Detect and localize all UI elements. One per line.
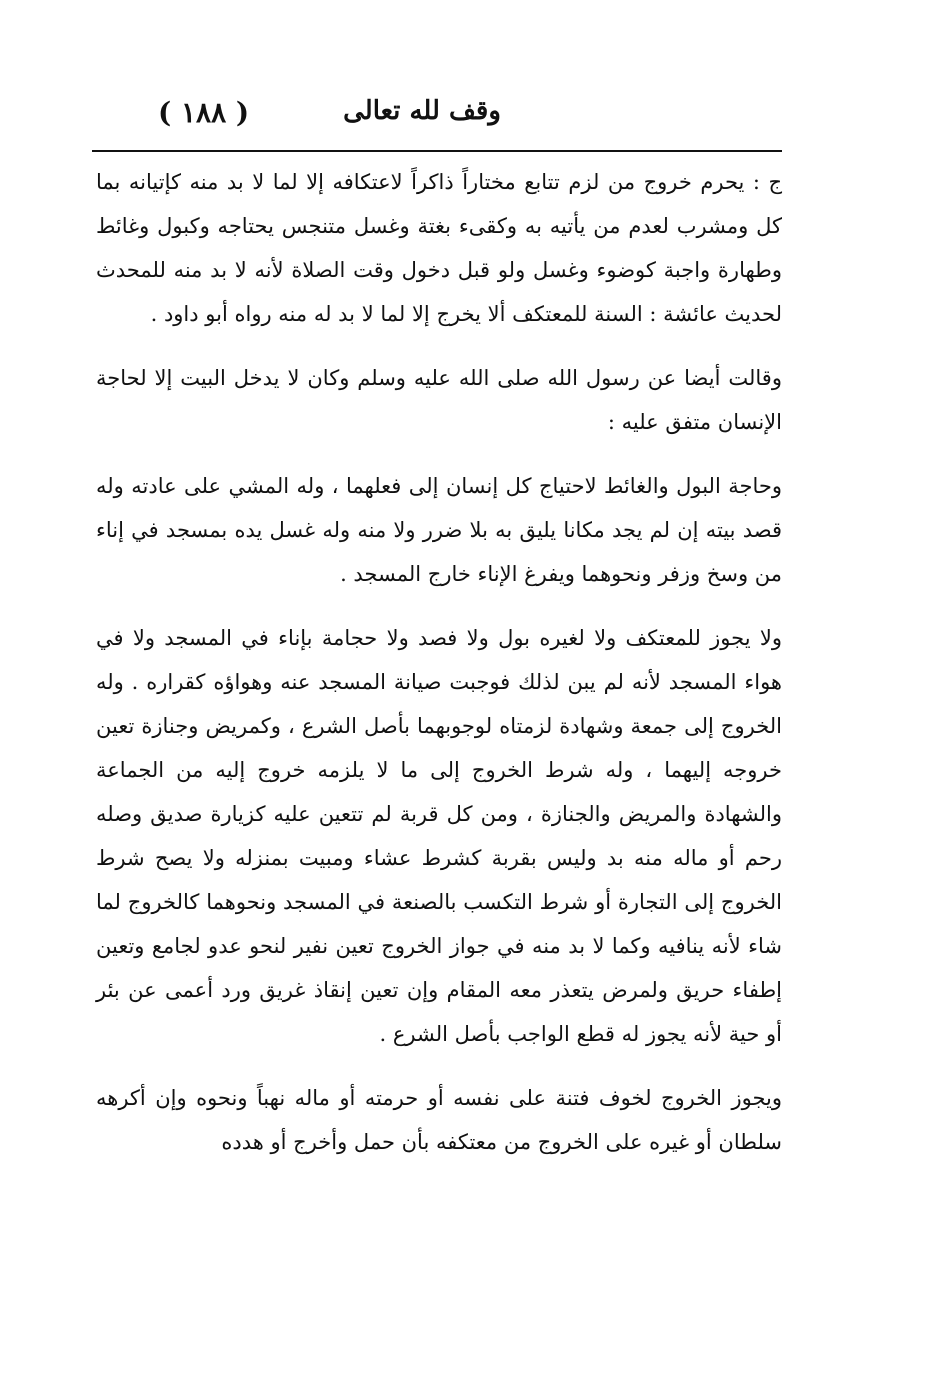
paragraph: وقالت أيضا عن رسول الله صلى الله عليه وسلم وكان لا يدخل البيت إلا لحاجة الإنسان متفق عليه : [96,366,782,434]
paragraph: ولا يجوز للمعتكف ولا لغيره بول ولا فصد ولا حجامة بإناء في المسجد ولا في هواء المسجد لأنه لم يبن لذلك فوجبت صيانة المسجد عنه وهواؤه كقراره . وله الخروج إلى جمعة وشهادة لزمتاه لوجوبهما بأصل الشرع ، وكمريض وجنازة تعين خروجه إليهما ، وله شرط الخروج إلى ما لا يلزمه خروج إليه من الجماعة والشهادة والمريض والجنازة ، ومن كل قربة لم تتعين عليه كزيارة صديق وصله رحم أو ماله منه بد وليس بقربة كشرط عشاء ومبيت بمنزله ولا يصح شرط الخروج إلى التجارة أو شرط التكسب بالصنعة في المسجد ونحوهما كالخروج لما شاء لأنه ينافيه وكما لا بد منه في جواز الخروج تعين نفير لنحو عدو لجامع وتعين إطفاء حريق ولمرض يتعذر معه المقام وإن تعين إنقاذ غريق ورد أعمى عن بئر أو حية لأنه يجوز له قطع الواجب بأصل الشرع . [96,626,782,1046]
paragraph: ويجوز الخروج لخوف فتنة على نفسه أو حرمته أو ماله نهباً ونحوه وإن أكرهه سلطان أو غيره على الخروج من معتكفه بأن حمل وأخرج أو هدده [96,1086,782,1154]
paragraph: وحاجة البول والغائط لاحتياج كل إنسان إلى فعلهما ، وله المشي على عادته وله قصد بيته إن لم يجد مكانا يليق به بلا ضرر ولا منه وله غسل يده بمسجد في إناء من وسخ وزفر ونحوهما ويفرغ الإناء خارج المسجد . [96,474,782,586]
body-text [96,160,782,1164]
page-header [92,92,782,148]
running-title: وقف لله تعالى [343,96,501,126]
paragraph: ج : يحرم خروج من لزم تتابع مختاراً ذاكراً لاعتكافه إلا لما لا بد منه كإتيانه بما كل ومشرب لعدم من يأتيه به وكقىء بغتة وغسل متنجس يحتاجه وكبول وغائط وطهارة واجبة كوضوء وغسل ولو قبل دخول وقت الصلاة لأنه لا بد منه للمحدث لحديث عائشة : السنة للمعتكف ألا يخرج إلا لما لا بد له منه رواه أبو داود . [96,170,782,326]
header-rule [92,150,782,152]
page-number: ( ١٨٨ ) [158,96,250,129]
